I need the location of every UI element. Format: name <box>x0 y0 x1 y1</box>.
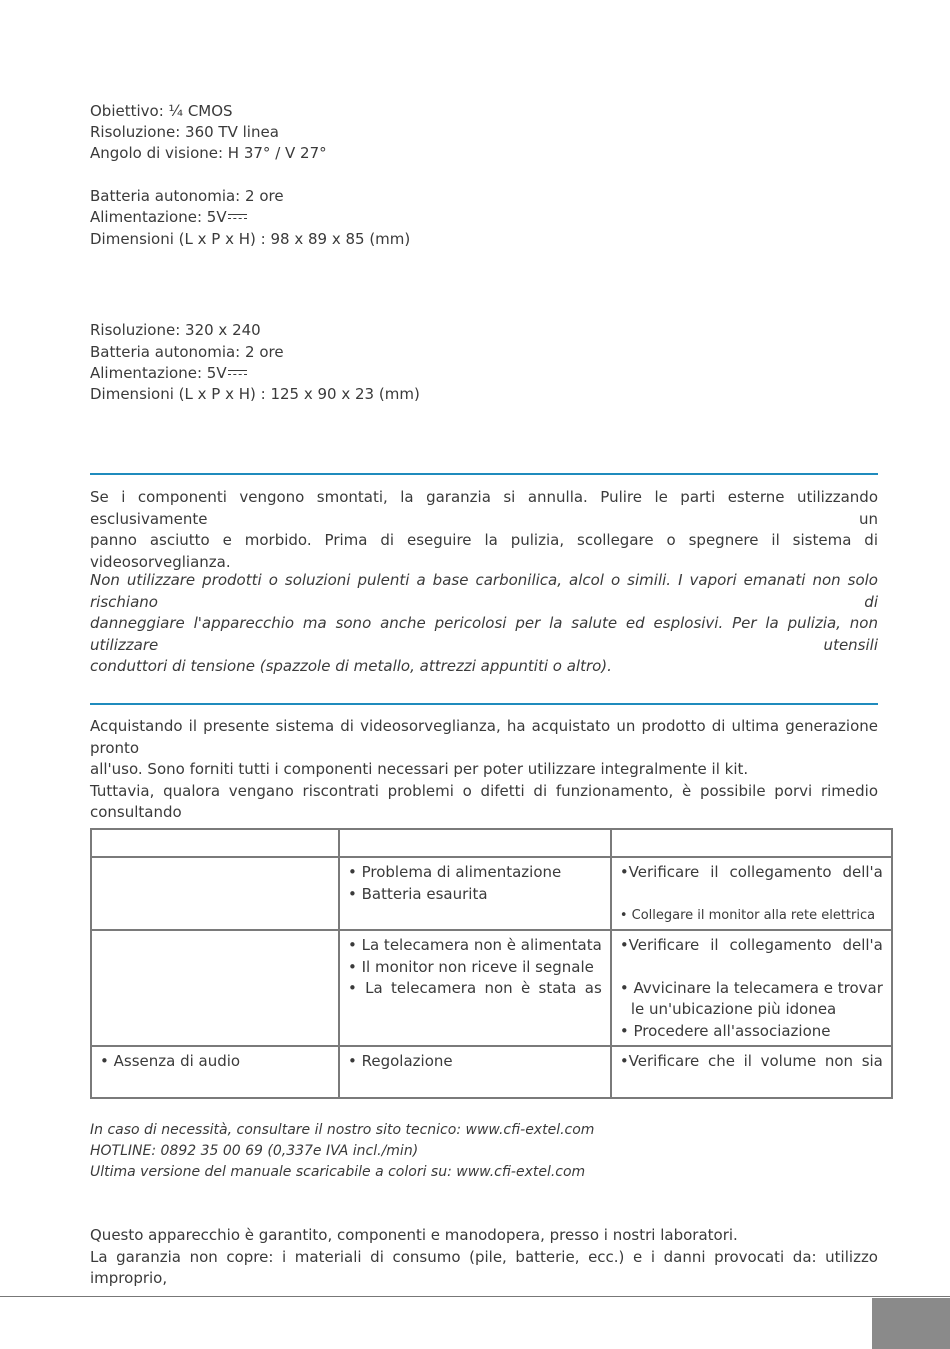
solution-cell <box>611 930 892 1046</box>
header-cell <box>611 829 892 857</box>
dc-symbol-icon <box>228 369 247 377</box>
support-line: Ultima versione del manuale scaricabile a colori su: www.cfi-extel.com <box>90 1164 586 1180</box>
footer-divider <box>0 1296 950 1297</box>
text-line: all'uso. Sono forniti tutti i componenti necessari per poter utilizzare integralmente il kit. <box>90 760 749 778</box>
maintenance-paragraph <box>90 487 878 573</box>
troubleshooting-intro <box>90 716 878 824</box>
cause-item: • Batteria esaurita <box>348 884 488 903</box>
table-row <box>91 1046 892 1098</box>
spec-resolution: Risoluzione: 360 TV linea <box>90 123 279 141</box>
cause-item: • Il monitor non riceve il segnale <box>348 957 594 976</box>
monitor-spec-power-text: Alimentazione: 5V <box>90 364 227 382</box>
problem-cell <box>91 857 339 930</box>
table-row <box>91 857 892 930</box>
spec-viewing-angle: Angolo di visione: H 37° / V 27° <box>90 144 327 162</box>
monitor-spec-battery: Batteria autonomia: 2 ore <box>90 343 284 361</box>
cause-item: • Problema di alimentazione <box>348 863 562 881</box>
solution-item: • Avvicinare la telecamera e trovar <box>619 978 883 997</box>
text-line: conduttori di tensione (spazzole di metallo, attrezzi appuntiti o altro). <box>90 657 612 675</box>
table-row <box>91 930 892 1046</box>
text-line: Se i componenti vengono smontati, la garanzia si annulla. Pulire le parti esterne utilizzando esclusivamente un <box>90 488 878 528</box>
text-line: Non utilizzare prodotti o soluzioni pulenti a base carbonilica, alcol o simili. I vapori emanati non solo rischiano di <box>90 571 878 611</box>
support-line: In caso di necessità, consultare il nostro sito tecnico: www.cfi-extel.com <box>90 1122 595 1138</box>
section-divider <box>90 703 878 705</box>
text-line: Acquistando il presente sistema di videosorveglianza, ha acquistato un prodotto di ultima generazione pronto <box>90 717 878 757</box>
troubleshooting-table <box>90 828 893 1099</box>
solution-item: • Collegare il monitor alla rete elettrica <box>619 907 876 923</box>
spec-battery: Batteria autonomia: 2 ore <box>90 187 284 205</box>
monitor-spec-power <box>90 363 247 384</box>
spec-power-text: Alimentazione: 5V <box>90 208 227 226</box>
solution-cell <box>611 1046 892 1098</box>
header-cell <box>339 829 611 857</box>
table-header-row <box>91 829 892 857</box>
solution-item: •Verificare che il volume non sia <box>619 1052 883 1070</box>
hotline: HOTLINE: 0892 35 00 69 (0,337e IVA incl./min) <box>90 1143 419 1159</box>
spec-power <box>90 207 247 228</box>
dc-symbol-icon <box>228 213 247 221</box>
spec-dimensions: Dimensioni (L x P x H) : 98 x 89 x 85 (mm) <box>90 230 411 248</box>
solution-item: •Verificare il collegamento dell'a <box>619 936 883 954</box>
text-line: danneggiare l'apparecchio ma sono anche pericolosi per la salute ed esplosivi. Per la pulizia, non utilizzare utensili <box>90 614 878 654</box>
text-line: La garanzia non copre: i materiali di consumo (pile, batterie, ecc.) e i danni provocati da: utilizzo improprio, <box>90 1247 878 1287</box>
text-line: panno asciutto e morbido. Prima di eseguire la pulizia, scollegare o spegnere il sistema di videosorveglianza. <box>90 531 878 571</box>
support-info <box>90 1120 878 1183</box>
cause-item: • La telecamera non è stata as <box>348 979 602 997</box>
problem-cell <box>91 930 339 1046</box>
text-line: Questo apparecchio è garantito, componenti e manodopera, presso i nostri laboratori. <box>90 1226 738 1244</box>
cause-item: • Regolazione <box>348 1052 453 1070</box>
causes-cell <box>339 857 611 930</box>
page-number-tab <box>872 1298 950 1349</box>
monitor-spec-resolution: Risoluzione: 320 x 240 <box>90 321 261 339</box>
solution-cell <box>611 857 892 930</box>
causes-cell <box>339 930 611 1046</box>
spec-lens: Obiettivo: ¼ CMOS <box>90 102 233 120</box>
warranty-paragraph <box>90 1225 878 1290</box>
text-line: Tuttavia, qualora vengano riscontrati problemi o difetti di funzionamento, è possibile porvi rimedio consultando <box>90 781 878 821</box>
section-divider <box>90 473 878 475</box>
solution-item: le un'ubicazione più idonea <box>630 1000 837 1018</box>
cleaning-warning <box>90 570 878 678</box>
solution-item: • Procedere all'associazione <box>619 1021 831 1040</box>
cause-item: • La telecamera non è alimentata <box>348 936 602 954</box>
causes-cell <box>339 1046 611 1098</box>
solution-item: •Verificare il collegamento dell'a <box>619 863 883 881</box>
header-cell <box>91 829 339 857</box>
problem-cell: • Assenza di audio <box>91 1046 339 1098</box>
monitor-spec-dimensions: Dimensioni (L x P x H) : 125 x 90 x 23 (mm) <box>90 385 420 403</box>
